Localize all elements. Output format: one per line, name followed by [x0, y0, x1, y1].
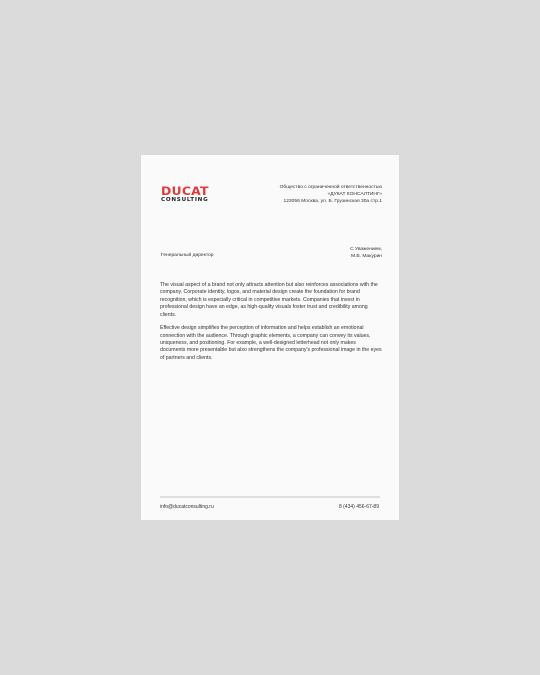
- body-paragraph: The visual aspect of a brand not only attracts attention but also reinforces associations with the company. Corporate identity, logos, and material design create the foundation for brand recognition, which is especially critical in competitive markets. Companies that invest in professional design have an edge, as high-quality visuals foster trust and credibility among clients.: [160, 282, 378, 318]
- footer-phone: 8 (434) 456-67-89: [338, 504, 379, 510]
- company-name: «ДУКАТ КОНСАЛТИНГ»: [327, 191, 382, 197]
- logo-subtitle: CONSULTING: [161, 197, 209, 203]
- closing-regards: С Уважением,: [350, 247, 382, 252]
- signature-block: [350, 246, 382, 260]
- signatory-position: Генеральный директор: [161, 253, 214, 258]
- body-paragraph: Effective design simplifies the perception of information and helps establish an emotional connection with the audience. Through graphic elements, a company can convey its values, uniqueness, and positioning. For example, a well-designed letterhead not only makes documents more presentable but also strengthens the company's professional image in the eyes of partners and clients.: [160, 325, 382, 361]
- company-legal-form: Общество с ограниченной ответственностью: [279, 185, 382, 190]
- signatory-name: М.В. Макурин: [351, 254, 382, 259]
- footer-divider: [160, 496, 380, 498]
- letter-body: [160, 282, 382, 368]
- company-logo: [161, 186, 208, 204]
- company-address: 123056 Москва, ул. Б. Грузинская 30а стр.1: [283, 198, 382, 204]
- letterhead-page: [141, 155, 399, 520]
- footer-email: info@ducatconsulting.ru: [160, 504, 214, 510]
- company-details: [280, 185, 382, 205]
- logo-wordmark: DUCAT: [161, 184, 209, 198]
